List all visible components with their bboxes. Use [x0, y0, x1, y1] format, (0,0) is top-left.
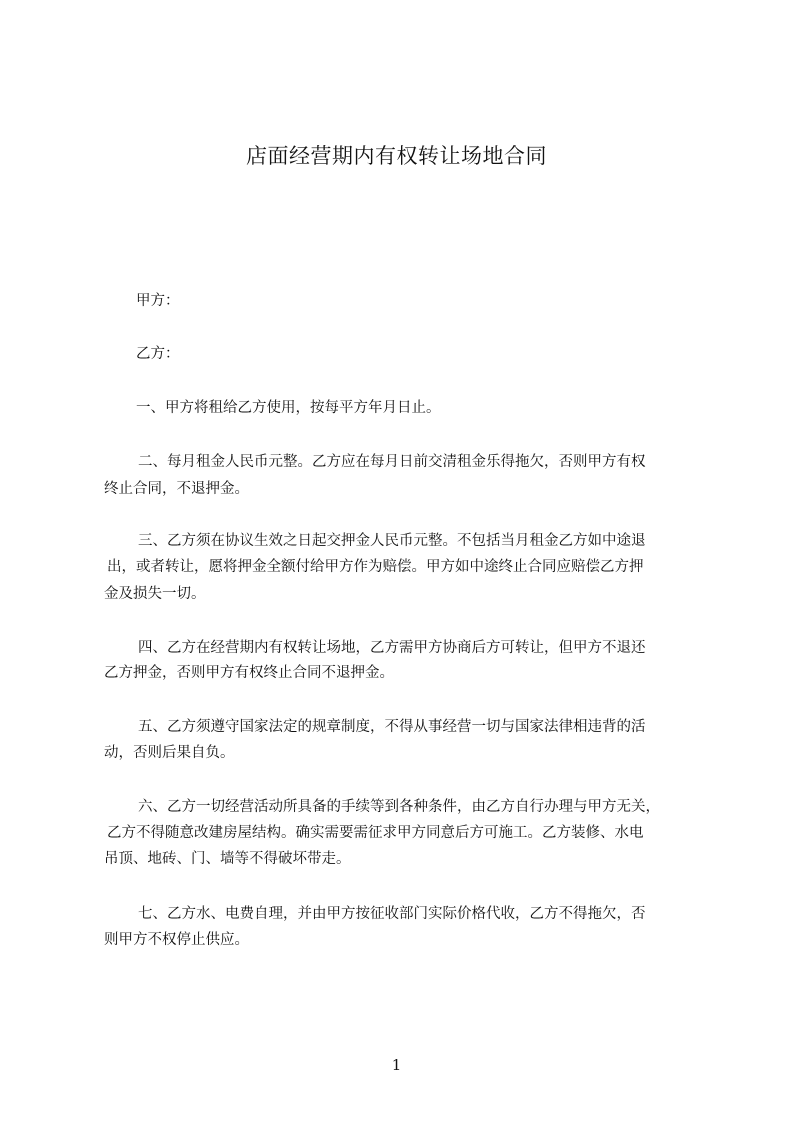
clause-6-line-1: 六、乙方一切经营活动所具备的手续等到各种条件，由乙方自行办理与甲方无关， — [138, 799, 660, 815]
clause-5-line-2: 动，否则后果自负。 — [104, 745, 235, 761]
clause-1-line-1: 一、甲方将租给乙方使用，按每平方年月日止。 — [136, 400, 441, 416]
clause-3-line-3: 金及损失一切。 — [104, 586, 206, 602]
page-number: 1 — [391, 1056, 402, 1074]
clause-2-line-1: 二、每月租金人民币元整。乙方应在每月日前交清租金乐得拖欠，否则甲方有权 — [138, 454, 646, 470]
clause-4-line-1: 四、乙方在经营期内有权转让场地，乙方需甲方协商后方可转让，但甲方不退还 — [138, 640, 646, 656]
clause-6-line-2: 乙方不得随意改建房屋结构。确实需要需征求甲方同意后方可施工。乙方装修、水电 — [107, 825, 644, 841]
clause-7-line-2: 则甲方不权停止供应。 — [104, 932, 249, 948]
clause-2-line-2: 终止合同，不退押金。 — [104, 481, 249, 497]
page-title: 店面经营期内有权转让场地合同 — [246, 144, 547, 168]
clause-6-line-3: 吊顶、地砖、门、墙等不得破坏带走。 — [104, 851, 351, 867]
clause-7-line-1: 七、乙方水、电费自理，并由甲方按征收部门实际价格代收，乙方不得拖欠，否 — [138, 906, 646, 922]
clause-5-line-1: 五、乙方须遵守国家法定的规章制度，不得从事经营一切与国家法律相违背的活 — [138, 719, 646, 735]
clause-3-line-2: 出，或者转让，愿将押金全额付给甲方作为赔偿。甲方如中途终止合同应赔偿乙方押 — [107, 559, 644, 575]
clause-3-line-1: 三、乙方须在协议生效之日起交押金人民币元整。不包括当月租金乙方如中途退 — [138, 533, 646, 549]
clause-4-line-2: 乙方押金，否则甲方有权终止合同不退押金。 — [104, 665, 394, 681]
party-b-label: 乙方： — [136, 346, 180, 362]
party-a-label: 甲方： — [136, 293, 180, 309]
